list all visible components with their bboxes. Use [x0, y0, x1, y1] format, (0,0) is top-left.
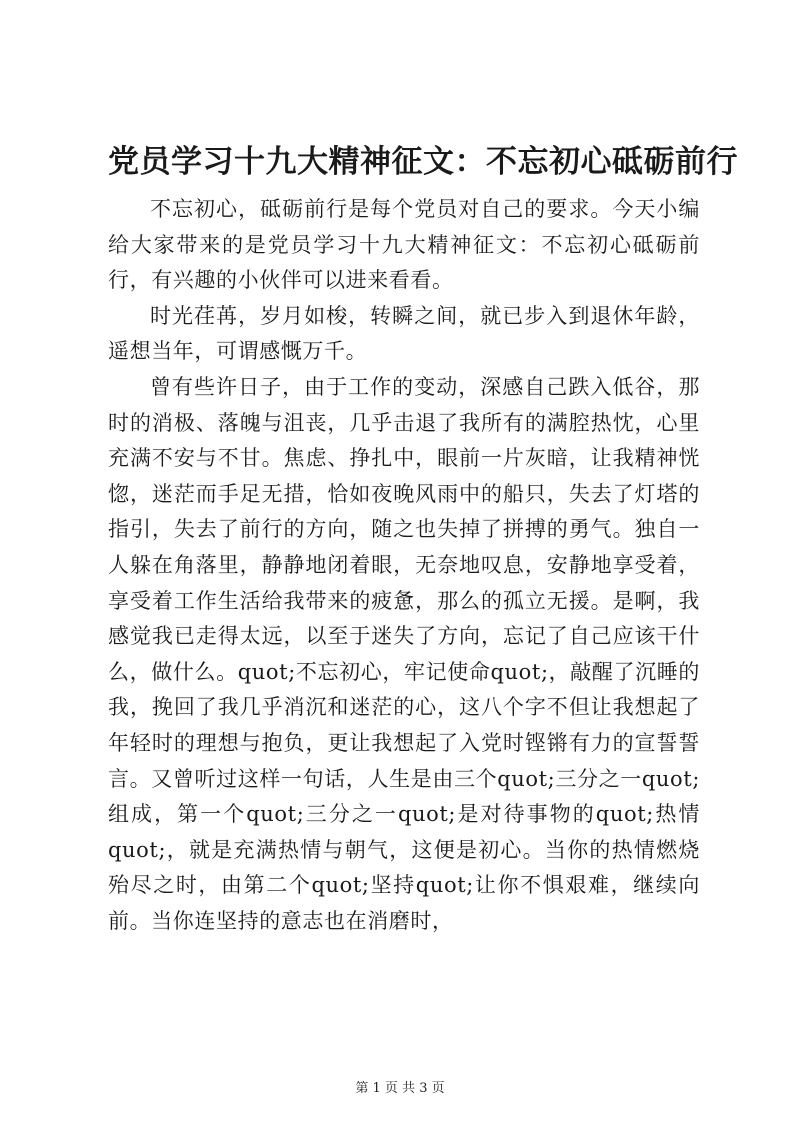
paragraph-story: 曾有些许日子，由于工作的变动，深感自己跌入低谷，那时的消极、落魄与沮丧，几乎击退了我所有的满腔热忱，心里充满不安与不甘。焦虑、挣扎中，眼前一片灰暗，让我精神恍惚，迷茫而手足无措，恰如夜晚风雨中的船只，失去了灯塔的指引，失去了前行的方向，随之也失掉了拼搏的勇气。独自一人躲在角落里，静静地闭着眼，无奈地叹息，安静地享受着，享受着工作生活给我带来的疲惫，那么的孤立无援。是啊，我感觉我已走得太远，以至于迷失了方向，忘记了自己应该干什么，做什么。quot;不忘初心，牢记使命quot;，敲醒了沉睡的我，挽回了我几乎消沉和迷茫的心，这八个字不但让我想起了年轻时的理想与抱负，更让我想起了入党时铿锵有力的宣誓誓言。又曾听过这样一句话，人生是由三个quot;三分之一quot;组成，第一个quot;三分之一quot;是对待事物的quot;热情quot;，就是充满热情与朝气，这便是初心。当你的热情燃烧殆尽之时，由第二个quot;坚持quot;让你不惧艰难，继续向前。当你连坚持的意志也在消磨时， — [108, 374, 700, 933]
document-body — [108, 192, 700, 939]
document-title: 党员学习十九大精神征文：不忘初心砥砺前行 — [108, 144, 738, 180]
paragraph-intro: 不忘初心，砥砺前行是每个党员对自己的要求。今天小编给大家带来的是党员学习十九大精神征文：不忘初心砥砺前行，有兴趣的小伙伴可以进来看看。 — [108, 197, 700, 293]
paragraph-time: 时光荏苒，岁月如梭，转瞬之间，就已步入到退休年龄，遥想当年，可谓感慨万千。 — [108, 303, 700, 364]
page-footer: 第 1 页 共 3 页 — [355, 1081, 445, 1096]
